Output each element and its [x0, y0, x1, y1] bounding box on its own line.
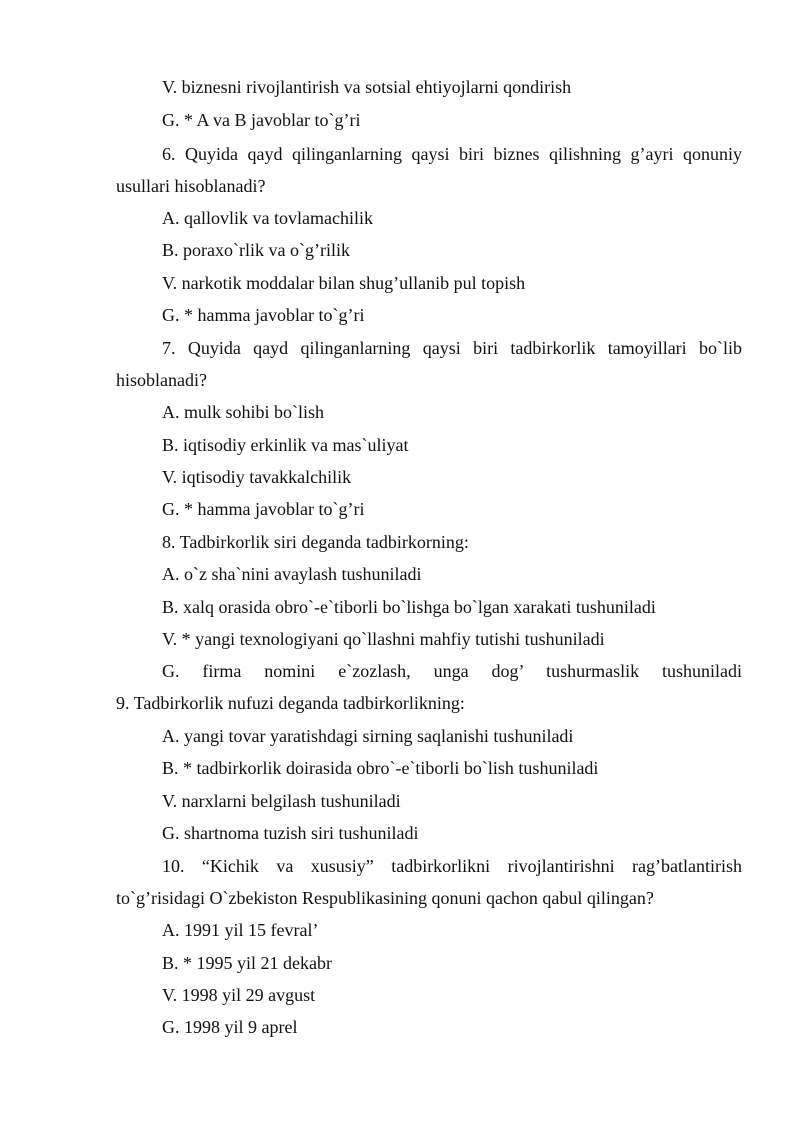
option-b-q8: B. xalq orasida obro`-e`tiborli bo`lishga bo`lgan xarakati tushuniladi: [162, 597, 656, 617]
question-10-line-2: to`g’risidagi O`zbekiston Respublikasining qonuni qachon qabul qilingan?: [116, 888, 654, 908]
question-6-line-1: 6. Quyida qayd qilinganlarning qaysi biri biznes qilishning g’ayri qonuniy: [162, 144, 742, 164]
option-b-q10: B. * 1995 yil 21 dekabr: [162, 953, 332, 973]
option-a-q9: A. yangi tovar yaratishdagi sirning saqlanishi tushuniladi: [162, 726, 574, 746]
question-9: 9. Tadbirkorlik nufuzi deganda tadbirkorlikning:: [116, 693, 465, 713]
option-v-q10: V. 1998 yil 29 avgust: [162, 985, 316, 1005]
option-v-q5: V. biznesni rivojlantirish va sotsial ehtiyojlarni qondirish: [162, 77, 572, 97]
option-g-q8: G. firma nomini e`zozlash, unga dog’ tushurmaslik tushuniladi: [162, 661, 742, 681]
option-b-q6: B. poraxo`rlik va o`g’rilik: [162, 240, 350, 260]
option-g-q5: G. * A va B javoblar to`g’ri: [162, 110, 361, 130]
option-a-q8: A. o`z sha`nini avaylash tushuniladi: [162, 564, 422, 584]
option-g-q7: G. * hamma javoblar to`g’ri: [162, 499, 365, 519]
option-a-q10: A. 1991 yil 15 fevral’: [162, 920, 319, 940]
question-8: 8. Tadbirkorlik siri deganda tadbirkorning:: [162, 532, 469, 552]
option-v-q8: V. * yangi texnologiyani qo`llashni mahfiy tutishi tushuniladi: [162, 629, 605, 649]
option-g-q9: G. shartnoma tuzish siri tushuniladi: [162, 823, 419, 843]
option-g-q6: G. * hamma javoblar to`g’ri: [162, 305, 365, 325]
option-a-q6: A. qallovlik va tovlamachilik: [162, 208, 373, 228]
option-b-q9: B. * tadbirkorlik doirasida obro`-e`tiborli bo`lish tushuniladi: [162, 758, 599, 778]
question-7-line-2: hisoblanadi?: [116, 370, 207, 390]
option-v-q7: V. iqtisodiy tavakkalchilik: [162, 467, 352, 487]
question-10-line-1: 10. “Kichik va xususiy” tadbirkorlikni rivojlantirishni rag’batlantirish: [162, 856, 742, 876]
option-g-q10: G. 1998 yil 9 aprel: [162, 1017, 298, 1037]
option-v-q6: V. narkotik moddalar bilan shug’ullanib pul topish: [162, 273, 526, 293]
option-b-q7: B. iqtisodiy erkinlik va mas`uliyat: [162, 435, 409, 455]
question-6-line-2: usullari hisoblanadi?: [116, 176, 266, 196]
option-v-q9: V. narxlarni belgilash tushuniladi: [162, 791, 401, 811]
question-7-line-1: 7. Quyida qayd qilinganlarning qaysi biri tadbirkorlik tamoyillari bo`lib: [162, 338, 742, 358]
option-a-q7: A. mulk sohibi bo`lish: [162, 402, 325, 422]
